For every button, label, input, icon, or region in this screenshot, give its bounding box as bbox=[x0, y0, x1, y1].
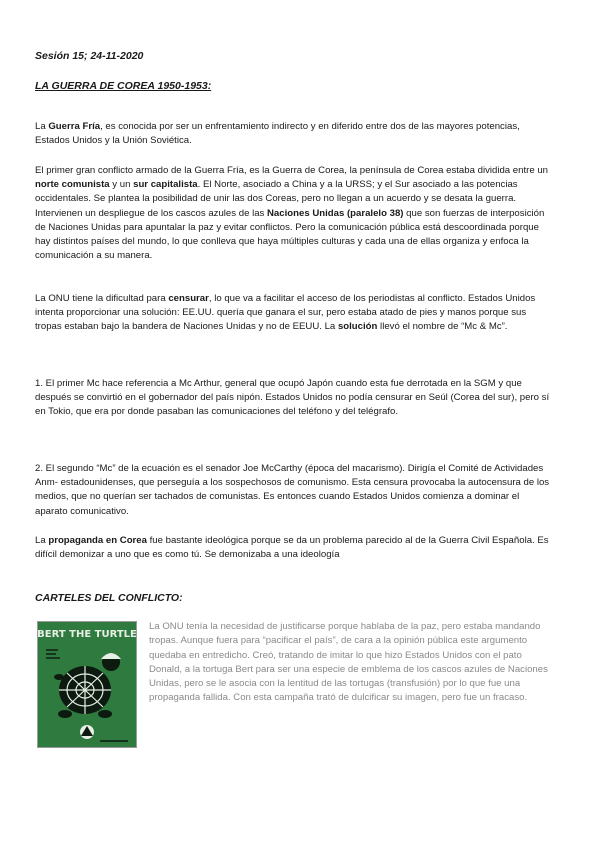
paragraph-guerra-corea: El primer gran conflicto armado de la Guerra Fría, es la Guerra de Corea, la península de Corea estaba dividida entre un norte comunista y un sur capitalista. El Norte, asociado a China y a la URSS; y el Sur asociado a las potencias occidentales. Se plantea la posibilidad de unir las dos Coreas, pero no llegan a un acuerdo y se desata la guerra. Intervienen un despliegue de los cascos azules de las Naciones Unidas (paralelo 38) que son fuerzas de interposición de Naciones Unidas para apuntalar la paz y evitar conflictos. Pero la comunicación pública está descoordinada porque hay distintos países del mundo, lo que conlleva que haya múltiples culturas y cada una de ellas organiza y enfoca la comunicación a su manera. bbox=[35, 165, 549, 262]
paragraph-mc-arthur: 1. El primer Mc hace referencia a Mc Arthur, general que ocupó Japón cuando esta fue derrotada en la SGM y que después se convirtió en el gobernador del país nipón. Estados Unidos no podía censurar en Seúl (Corea del sur), pero sí en Tokio, que era por donde pasaban las comunicaciones del teléfono y del telégrafo. bbox=[35, 378, 550, 418]
poster-illustration bbox=[38, 622, 136, 747]
paragraph-onu-censura: La ONU tiene la dificultad para censurar, lo que va a facilitar el acceso de los periodistas al conflicto. Estados Unidos intenta proporcionar una solución: EE.UU. quería que ganara el sur, pero estaba atado de pies y manos porque sus tropas estaban bajo la bandera de Naciones Unidas y no de EEUU. La solución llevó el nombre de “Mc & Mc”. bbox=[35, 293, 536, 333]
bert-the-turtle-poster bbox=[37, 621, 137, 748]
paragraph-mccarthy: 2. El segundo “Mc” de la ecuación es el senador Joe McCarthy (época del macarismo). Dirigía el Comité de Actividades Anm- estadounidenses, que perseguía a los sospechosos de comunismo. Esta censura provocaba la autocensura de los medios, que no querían ser tachados de comunistas. Es entonces cuando Estados Unidos comienza a dominar el aparato comunicativo. bbox=[35, 463, 550, 517]
section-heading-carteles: CARTELES DEL CONFLICTO: bbox=[35, 592, 183, 604]
session-heading: Sesión 15; 24-11-2020 bbox=[35, 50, 144, 62]
poster-title: BERT THE TURTLE bbox=[38, 629, 136, 640]
document-title: LA GUERRA DE COREA 1950-1953: bbox=[35, 80, 212, 92]
paragraph-guerra-fria: La Guerra Fría, es conocida por ser un enfrentamiento indirecto y en diferido entre dos de las mayores potencias, Estados Unidos y la Unión Soviética. bbox=[35, 121, 520, 147]
paragraph-propaganda: La propaganda en Corea fue bastante ideológica porque se da un problema parecido al de la Guerra Civil Española. Es difícil demonizar a uno que es como tú. Se demonizaba a una ideología bbox=[35, 535, 549, 561]
poster-description: La ONU tenía la necesidad de justificarse porque hablaba de la paz, pero estaba mandando tropas. Aunque fuera para “pacificar el país”, de cara a la opinión pública este argumento quedaba en entredicho. Creó, tratando de imitar lo que hizo Estados Unidos con el pato Donald, a la tortuga Bert para ser una especie de emblema de los cascos azules de Naciones Unidas, pero se le asocia con la lentitud de las tortugas (transfusión) por lo que fue una propaganda fallida. Con esta campaña trató de dulcificar su imagen, pero fue un fracaso. bbox=[149, 621, 548, 704]
